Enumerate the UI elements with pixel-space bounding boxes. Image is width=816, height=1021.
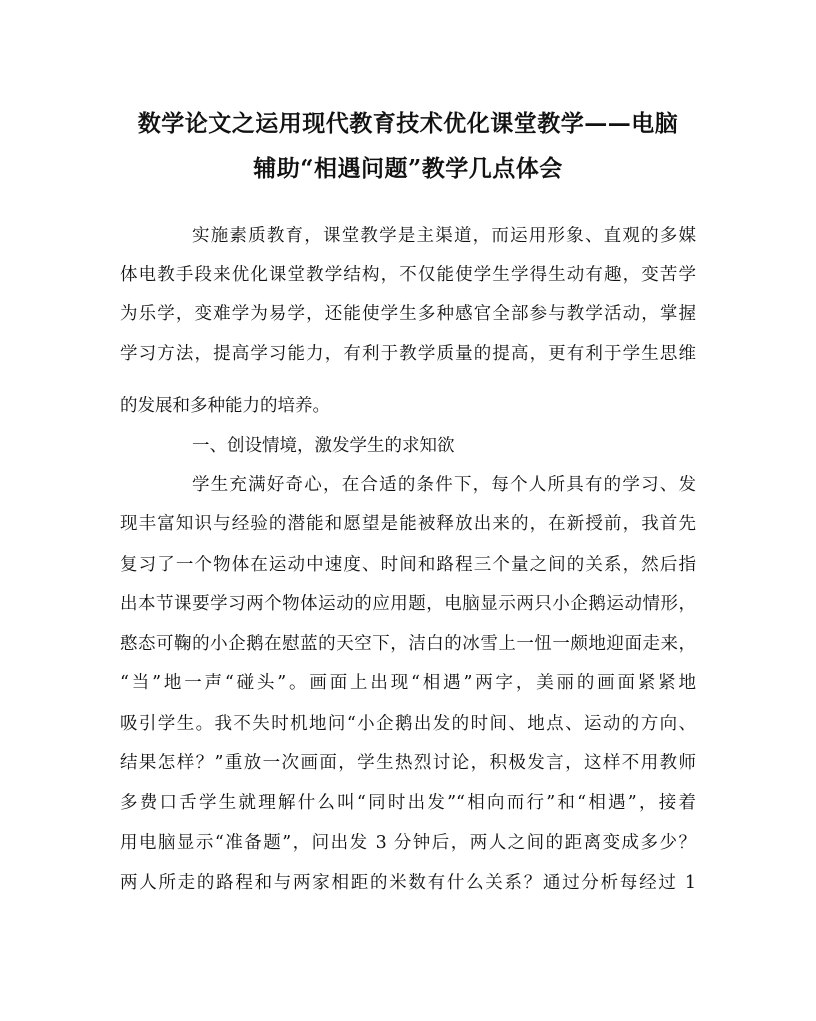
document-title-line-2: 辅助“相遇问题”教学几点体会 [253, 155, 563, 182]
paragraph-line: 的发展和多种能力的培养。 [120, 396, 330, 416]
paragraph-line: 用电脑显示“准备题”，问出发 3 分钟后，两人之间的距离变成多少？ [120, 833, 696, 853]
document-title-line-1: 数学论文之运用现代教育技术优化课堂教学——电脑 [137, 110, 679, 137]
paragraph-line: 现丰富知识与经验的潜能和愿望是能被释放出来的，在新授前，我首先 [120, 514, 696, 534]
paragraph-line: 复习了一个物体在运动中速度、时间和路程三个量之间的关系，然后指 [120, 555, 696, 575]
paragraph-line: 为乐学，变难学为易学，还能使学生多种感官全部参与教学活动，掌握 [120, 304, 696, 324]
paragraph-line: 学生充满好奇心，在合适的条件下，每个人所具有的学习、发 [192, 475, 696, 495]
paragraph-line: 出本节课要学习两个物体运动的应用题，电脑显示两只小企鹅运动情形， [120, 594, 696, 614]
paragraph-line: 结果怎样？”重放一次画面，学生热烈讨论，积极发言，这样不用教师 [120, 753, 696, 773]
paragraph-line: 两人所走的路程和与两家相距的米数有什么关系？通过分析每经过 1 [120, 873, 696, 893]
paragraph-line: “当”地一声“碰头”。画面上出现“相遇”两字，美丽的画面紧紧地 [120, 673, 696, 693]
paragraph-line: 吸引学生。我不失时机地问“小企鹅出发的时间、地点、运动的方向、 [120, 714, 696, 734]
paragraph-line: 学习方法，提高学习能力，有利于教学质量的提高，更有利于学生思维 [120, 344, 696, 364]
paragraph-line: 憨态可鞠的小企鹅在慰蓝的天空下，洁白的冰雪上一忸一颇地迎面走来， [120, 634, 696, 654]
paragraph-line: 多费口舌学生就理解什么叫“同时出发”“相向而行”和“相遇”，接着 [120, 793, 696, 813]
section-heading: 一、创设情境，激发学生的求知欲 [192, 436, 455, 456]
paragraph-line: 体电教手段来优化课堂教学结构，不仅能使学生学得生动有趣，变苦学 [120, 265, 696, 285]
paragraph-line: 实施素质教育，课堂教学是主渠道，而运用形象、直观的多媒 [192, 226, 696, 246]
